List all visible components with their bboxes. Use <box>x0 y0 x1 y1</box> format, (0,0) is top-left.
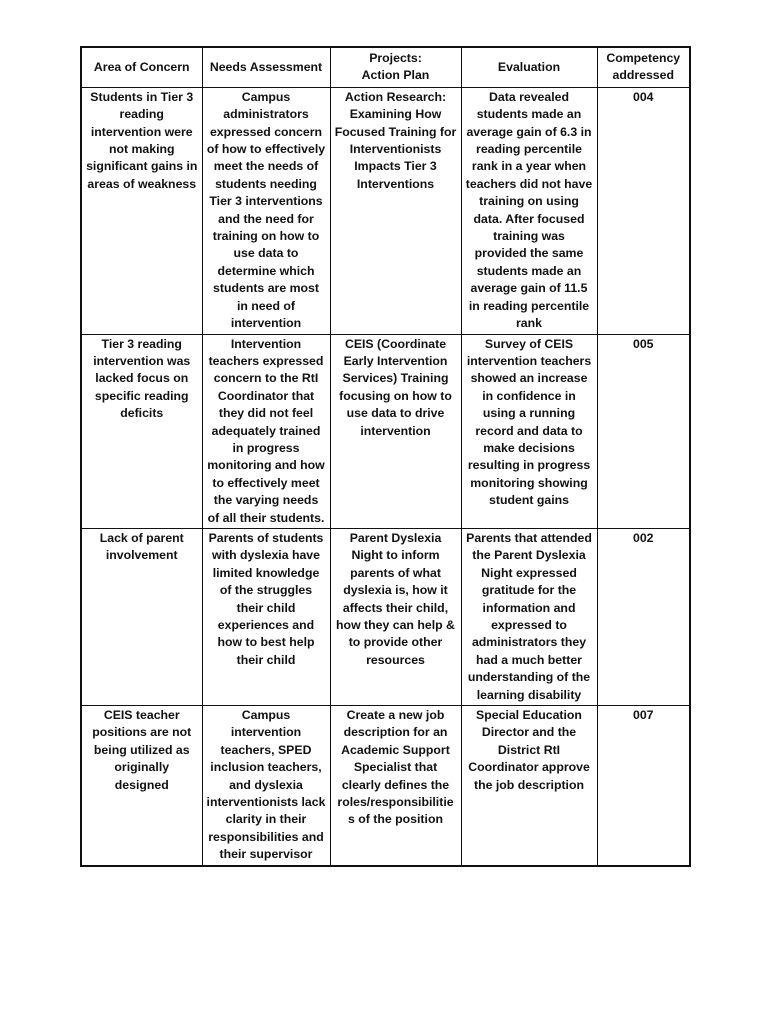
cell-projects: Action Research: Examining How Focused Training for Interventionists Impacts Tier 3 Interventions <box>330 87 461 334</box>
cell-competency: 005 <box>597 334 690 528</box>
cell-area-of-concern: Students in Tier 3 reading intervention were not making significant gains in areas of weakness <box>81 87 202 334</box>
header-projects-line2: Action Plan <box>361 68 430 83</box>
cell-evaluation: Special Education Director and the District RtI Coordinator approve the job description <box>461 706 597 866</box>
action-plan-table <box>80 46 691 867</box>
cell-evaluation: Survey of CEIS intervention teachers showed an increase in confidence in using a running record and data to make decisions resulting in progress monitoring showing student gains <box>461 334 597 528</box>
cell-projects: CEIS (Coordinate Early Intervention Services) Training focusing on how to use data to drive intervention <box>330 334 461 528</box>
cell-needs-assessment: Parents of students with dyslexia have limited knowledge of the struggles their child experiences and how to best help their child <box>202 528 330 705</box>
cell-projects: Create a new job description for an Academic Support Specialist that clearly defines the roles/responsibilities of the position <box>330 706 461 866</box>
header-competency-addressed: Competency addressed <box>597 47 690 87</box>
header-projects-action-plan <box>330 47 461 87</box>
cell-area-of-concern: CEIS teacher positions are not being utilized as originally designed <box>81 706 202 866</box>
cell-competency: 004 <box>597 87 690 334</box>
cell-competency: 007 <box>597 706 690 866</box>
cell-needs-assessment: Campus administrators expressed concern of how to effectively meet the needs of students needing Tier 3 interventions and the need for training on how to use data to determine which students are most in need of intervention <box>202 87 330 334</box>
cell-area-of-concern: Tier 3 reading intervention was lacked focus on specific reading deficits <box>81 334 202 528</box>
cell-evaluation: Data revealed students made an average gain of 6.3 in reading percentile rank in a year when teachers did not have training on using data. After focused training was provided the same students made an average gain of 11.5 in reading percentile rank <box>461 87 597 334</box>
header-needs-assessment: Needs Assessment <box>202 47 330 87</box>
table-row <box>81 334 690 528</box>
cell-competency: 002 <box>597 528 690 705</box>
cell-area-of-concern: Lack of parent involvement <box>81 528 202 705</box>
cell-projects: Parent Dyslexia Night to inform parents of what dyslexia is, how it affects their child, how they can help & to provide other resources <box>330 528 461 705</box>
header-projects-line1: Projects: <box>369 51 422 65</box>
table-header-row <box>81 47 690 87</box>
table-row <box>81 87 690 334</box>
cell-needs-assessment: Intervention teachers expressed concern to the RtI Coordinator that they did not feel adequately trained in progress monitoring and how to effectively meet the varying needs of all their students. <box>202 334 330 528</box>
table-row <box>81 528 690 705</box>
cell-needs-assessment: Campus intervention teachers, SPED inclusion teachers, and dyslexia interventionists lack clarity in their responsibilities and their supervisor <box>202 706 330 866</box>
header-evaluation: Evaluation <box>461 47 597 87</box>
header-area-of-concern: Area of Concern <box>81 47 202 87</box>
cell-evaluation: Parents that attended the Parent Dyslexia Night expressed gratitude for the information and expressed to administrators they had a much better understanding of the learning disability <box>461 528 597 705</box>
table-row <box>81 706 690 866</box>
